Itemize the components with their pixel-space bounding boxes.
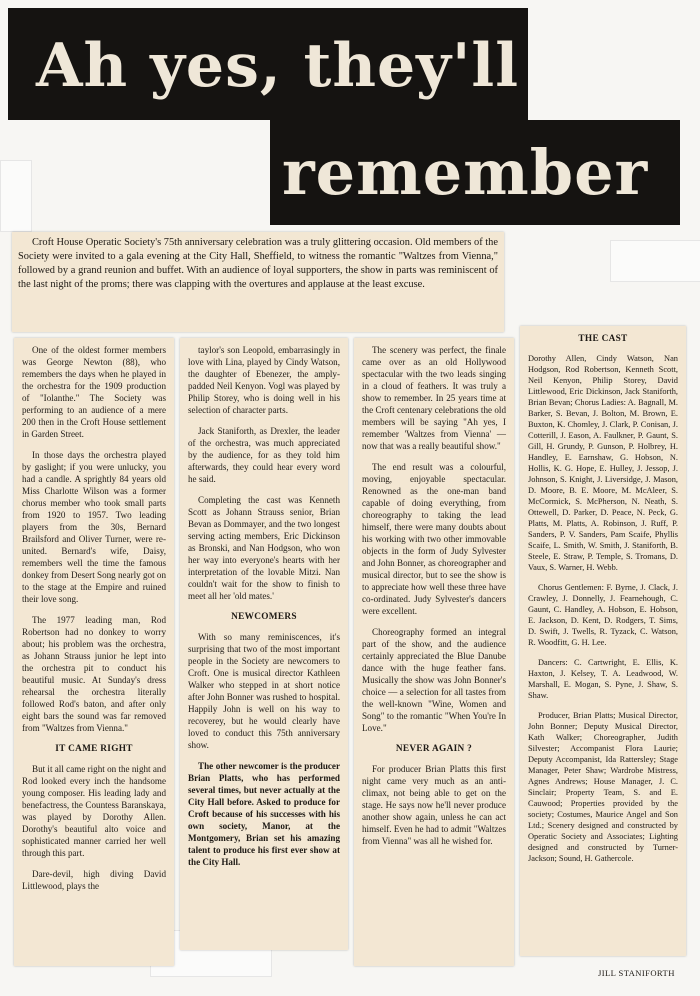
column-1 bbox=[14, 338, 174, 907]
column-2 bbox=[180, 338, 348, 883]
col3-paragraph: The end result was a colourful, moving, enjoyable spectacular. Renowned as the one-man band capable of doing everything, from choreography to taking the lead himself, there were many doubts about his working with two other immovable objects in the form of Judy Sylvester and John Bonner, as choreographer and musical director, but to see the show is to appreciate how well these three have co-ordinated. Judy Sylvester's dancers were excellent. bbox=[362, 462, 506, 616]
cast-crew: Producer, Brian Platts; Musical Director, John Bonner; Deputy Musical Director, Kath Walker; Choreographer, Judith Silvester; Accompanist Flora Laurie; Deputy Accompanist, Ida Rattersley; Stage Manager, Peter Shaw; Wardrobe Mistress, Agnes Andrews; House Manager, J. C. Sinclair; Property Team, S. and E. Cauwood; Properties provided by the society; Costumes, Maurice Angel and Son Ltd.; Scenery designed and constructed by Operatic Society and Associates; Lighting designed and constructed by Turner-Jackson; Sound, H. Gathercole. bbox=[528, 711, 678, 863]
col2-paragraph: taylor's son Leopold, embarrasingly in love with Lina, played by Cindy Watson, the daughter of Ebenezer, the amply-padded Neil Kenyon. Vogl was played by Philip Storey, who is doing well in his selection of character parts. bbox=[188, 345, 340, 415]
col2-paragraph: Completing the cast was Kenneth Scott as Johann Strauss senior, Brian Bevan as Dommayer, and the two longest serving acting members, Eric Dickinson as Bronski, and Nan Hodgson, who won her way into everyone's hearts with her interpretation of the lovable Mitzi. Nan couldn't wait for the show to finish to meet all her 'old mates.' bbox=[188, 495, 340, 601]
col1-paragraph: The 1977 leading man, Rod Robertson had no donkey to worry about; his problem was the orchestra, as Johann Strauss junior he lept into the orchestra pit to conduct his beautiful music. At Sunday's dress rehearsal the orchestra literally followed Rod's baton, and after only eight bars the sound was far removed from "Waltzes from Vienna." bbox=[22, 615, 166, 733]
col2-paragraph: Jack Staniforth, as Drexler, the leader of the orchestra, was much appreciated by the audience, for as they told him afterwards, they could hear every word he said. bbox=[188, 426, 340, 484]
col1-paragraph: One of the oldest former members was George Newton (88), who remembers the days when he played in the orchestra for the 1909 production of "Iolanthe." The Society was performing to an audience of a mere 200 then in the Croft House settlement in Garden Street. bbox=[22, 345, 166, 439]
cast-title: THE CAST bbox=[578, 334, 628, 344]
tape-strip bbox=[0, 160, 32, 232]
col2-paragraph-bold: The other newcomer is the producer Brian Platts, who has performed several times, but never actually at the City Hall before. Asked to produce for Croft because of his successes with his own society, Manor, at the Montgomery, Brian set his amazing talent to produce his first ever show at the City Hall. bbox=[188, 761, 340, 867]
cast-dancers: Dancers: C. Cartwright, E. Ellis, K. Haxton, J. Kelsey, T. A. Leadwood, W. Marshall, E. Mogan, S. Pyne, J. Shaw, S. Shaw. bbox=[528, 658, 678, 700]
cast-principals: Dorothy Allen, Cindy Watson, Nan Hodgson, Rod Robertson, Kenneth Scott, Neil Kenyon, Philip Storey, David Littlewood, Eric Dickinson, Jack Staniforth, Brian Bevan; Chorus Ladies: A. Bagnall, M. Barker, S. Bevan, J. Bolton, M. Brown, E. Buxton, K. Chomley, J. Clark, P. Conisan, J. Cotterill, J. Eason, A. Faulkner, P. Gaunt, S. Gill, H. Grundy, P. Gunson, P. Holbrey, H. Handley, E. Earnshaw, G. Hobson, N. Hollis, K. G. Hope, E. Hulley, J. Jessop, J. Johnson, S. Knight, J. Liversidge, J. Mason, D. Moore, B. E. Moore, M. McAleer, S. McCormick, S. McPherson, N. Neath, S. Ottewell, D. Parker, D. Peace, N. Peck, G. Platts, M. Platts, A. Robinson, J. Ruff, P. Sanders, P. V. Sanders, Pam Scaife, Phyllis Scaife, L. Smith, W. Smith, J. Staniforth, B. Steele, E. Straw, P. Temple, S. Tromans, D. Vaux, S. Warner, H. Webb. bbox=[528, 354, 678, 572]
headline-line2: remember bbox=[270, 120, 680, 225]
col3-paragraph: The scenery was perfect, the finale came over as an old Hollywood spectacular with the two leads singing in a cloud of feathers. It was truly a show to remember. In 25 years time at the Croft centenary celebrations the old members will be saying "Ah yes, I remember 'Waltzes from Vienna' — now that was a really beautiful show." bbox=[362, 345, 506, 451]
col2-paragraph: With so many reminiscences, it's surprising that two of the most important people in the Society are newcomers to Croft. One is musical director Kathleen Walker who stepped in at short notice after John Bonner was rushed to hospital. Happily John is well on his way to recoverey, but he would clearly have loved to conduct this 75th anniversary show. bbox=[188, 632, 340, 750]
tape-strip bbox=[610, 240, 700, 282]
headline-line1: Ah yes, they'll bbox=[8, 8, 528, 120]
column-3 bbox=[354, 338, 514, 862]
cast-gentlemen: Chorus Gentlemen: F. Byrne, J. Clack, J. Crawley, J. Donnelly, J. Fearnehough, C. Gaunt, C. Handley, A. Hobson, E. Hobson, E. Jackson, D. Kent, D. Rodgers, T. Sims, D. Swift, J. Twells, R. Tyzack, C. Watson, R. Woodfitt, G. H. Lee. bbox=[528, 583, 678, 647]
byline: JILL STANIFORTH bbox=[598, 968, 675, 978]
col3-paragraph: For producer Brian Platts this first night came very much as an anti-climax, not being able to get on the stage. He says now he'll never produce another show again, unless he can act himself. Even he had to admit "Waltzes from Vienna" was all he wished for. bbox=[362, 764, 506, 846]
intro-paragraph bbox=[12, 232, 504, 305]
col1-paragraph: But it all came right on the night and Rod looked every inch the handsome young composer. His leading lady and benefactress, the Countess Baranskaya, was played by Dorothy Allen. Dorothy's beautiful alto voice and sophisticated manner carried her well through this part. bbox=[22, 764, 166, 858]
cast-column bbox=[520, 326, 686, 879]
intro-text: Croft House Operatic Society's 75th anniversary celebration was a truly glittering occasion. Old members of the Society were invited to a gala evening at the City Hall, Sheffield, to witness the romantic "Waltzes from Vienna," followed by a grand reunion and buffet. With an audience of loyal supporters, the show in parts was reminiscent of the last night of the proms; there was clapping with the overtures and applause at the least excuse. bbox=[18, 237, 498, 290]
col1-paragraph: In those days the orchestra played by gaslight; if you were unlucky, you had a candle. A sprightly 84 years old Miss Charlotte Wilson was a former chorus member who took small parts from 1920 to 1957. Two leading players from the 30s, Bernard Brailsford and Oliver Turner, were re-united. Bernard's wife, Daisy, remembers well the time the famous donkey from Desert Song nearly got on to the stage at the Empire and ruined their love song. bbox=[22, 450, 166, 604]
subheading-it-came-right: IT CAME RIGHT bbox=[55, 744, 133, 754]
col3-paragraph: Choreography formed an integral part of the show, and the audience certainly appreciated the Blue Danube dance with the huge feather fans. Musically the show was John Bonner's choice — a selection for all tastes from the well-known "Wine, Women and Song" to the romantic "When You're In Love." bbox=[362, 627, 506, 733]
subheading-newcomers: NEWCOMERS bbox=[231, 612, 297, 622]
subheading-never-again: NEVER AGAIN ? bbox=[395, 744, 473, 754]
col1-paragraph: Dare-devil, high diving David Littlewood, plays the bbox=[22, 869, 166, 891]
